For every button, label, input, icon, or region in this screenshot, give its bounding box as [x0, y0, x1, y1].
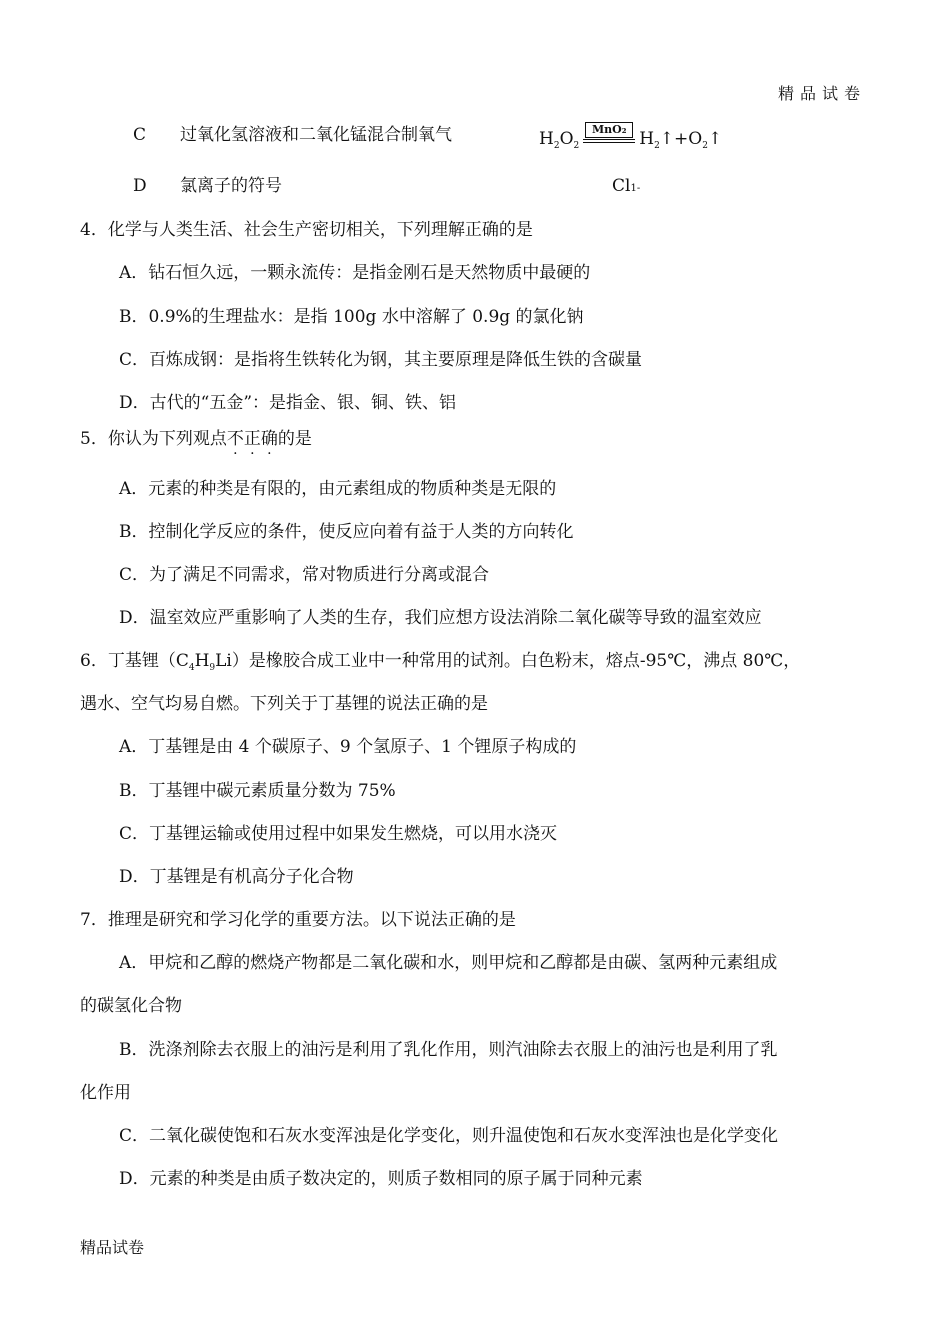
q6-stem: [80, 650, 800, 672]
emph-char: 不: [226, 429, 244, 449]
chloride-charge: 1-: [630, 183, 641, 194]
q7-option-b-cont: 化作用: [80, 1083, 131, 1103]
q7-stem: 7．推理是研究和学习化学的重要方法。以下说法正确的是: [80, 910, 516, 930]
page-header: 精品试卷: [778, 84, 867, 103]
emph-char: 正: [243, 429, 261, 449]
q6-sub: 9: [209, 663, 216, 673]
q4-option-a: A．钻石恒久远，一颗永流传：是指金刚石是天然物质中最硬的: [119, 263, 591, 283]
q6-mid: H: [194, 651, 210, 671]
row-c-label: C: [133, 125, 147, 145]
q4-option-d: D．古代的“五金”：是指金、银、铜、铁、铝: [119, 393, 457, 413]
eq-sub: 2: [553, 141, 560, 151]
row-d-label: D: [133, 176, 147, 196]
q5-stem: [80, 428, 312, 450]
gas-arrow-icon: ↑: [707, 129, 723, 149]
eq-plus-o: +O: [674, 129, 703, 149]
q5-option-d: D．温室效应严重影响了人类的生存，我们应想方设法消除二氧化碳等导致的温室效应: [119, 608, 762, 628]
q4-stem: 4．化学与人类生活、社会生产密切相关，下列理解正确的是: [80, 220, 533, 240]
q7-option-b: B．洗涤剂除去衣服上的油污是利用了乳化作用，则汽油除去衣服上的油污也是利用了乳: [119, 1040, 778, 1060]
q6-option-b: B．丁基锂中碳元素质量分数为 75%: [119, 781, 396, 801]
chloride-symbol: Cl: [612, 176, 631, 196]
row-d-formula: [612, 175, 640, 200]
eq-sub: 2: [573, 141, 580, 151]
q5-emphasis: [227, 429, 278, 449]
q5-stem-post: 的是: [277, 429, 312, 449]
q7-option-a-cont: 的碳氢化合物: [80, 996, 182, 1016]
q5-option-c: C．为了满足不同需求，常对物质进行分离或混合: [119, 565, 490, 585]
q4-option-b: B．0.9%的生理盐水：是指 100g 水中溶解了 0.9g 的氯化钠: [119, 307, 584, 327]
q5-stem-pre: 5．你认为下列观点: [80, 429, 227, 449]
q6-stem-post: Li）是橡胶合成工业中一种常用的试剂。白色粉末，熔点-95℃，沸点 80℃，: [215, 651, 801, 671]
eq-o: O: [559, 129, 574, 149]
q4-option-c: C．百炼成钢：是指将生铁转化为钢，其主要原理是降低生铁的含碳量: [119, 350, 643, 370]
catalyst-label: MnO₂: [585, 122, 633, 138]
q6-option-a: A．丁基锂是由 4 个碳原子、9 个氢原子、1 个锂原子构成的: [119, 737, 577, 757]
q6-option-d: D．丁基锂是有机高分子化合物: [119, 867, 354, 887]
eq-h: H: [539, 129, 554, 149]
q6-stem-line2: 遇水、空气均易自燃。下列关于丁基锂的说法正确的是: [80, 694, 488, 714]
row-c-desc: 过氧化氢溶液和二氧化锰混合制氧气: [180, 125, 452, 145]
q5-option-b: B．控制化学反应的条件，使反应向着有益于人类的方向转化: [119, 522, 574, 542]
eq-product-h: H: [639, 129, 655, 149]
eq-sub: 2: [654, 141, 660, 151]
q6-stem-pre: 6．丁基锂（C: [80, 651, 189, 671]
row-c-equation: [539, 123, 723, 151]
q7-option-d: D．元素的种类是由质子数决定的，则质子数相同的原子属于同种元素: [119, 1169, 643, 1189]
q5-option-a: A．元素的种类是有限的，由元素组成的物质种类是无限的: [119, 479, 557, 499]
page-footer: 精品试卷: [80, 1238, 145, 1257]
q7-option-a: A．甲烷和乙醇的燃烧产物都是二氧化碳和水，则甲烷和乙醇都是由碳、氢两种元素组成: [119, 953, 778, 973]
gas-arrow-icon: ↑: [659, 129, 675, 149]
eq-sub: 2: [702, 141, 708, 151]
row-d-desc: 氯离子的符号: [180, 176, 282, 196]
q7-option-c: C．二氧化碳使饱和石灰水变浑浊是化学变化，则升温使饱和石灰水变浑浊也是化学变化: [119, 1126, 779, 1146]
q6-option-c: C．丁基锂运输或使用过程中如果发生燃烧，可以用水浇灭: [119, 824, 558, 844]
emph-char: 确: [260, 429, 278, 449]
q6-sub: 4: [188, 663, 195, 673]
catalyst-equals-sign: [583, 123, 635, 150]
